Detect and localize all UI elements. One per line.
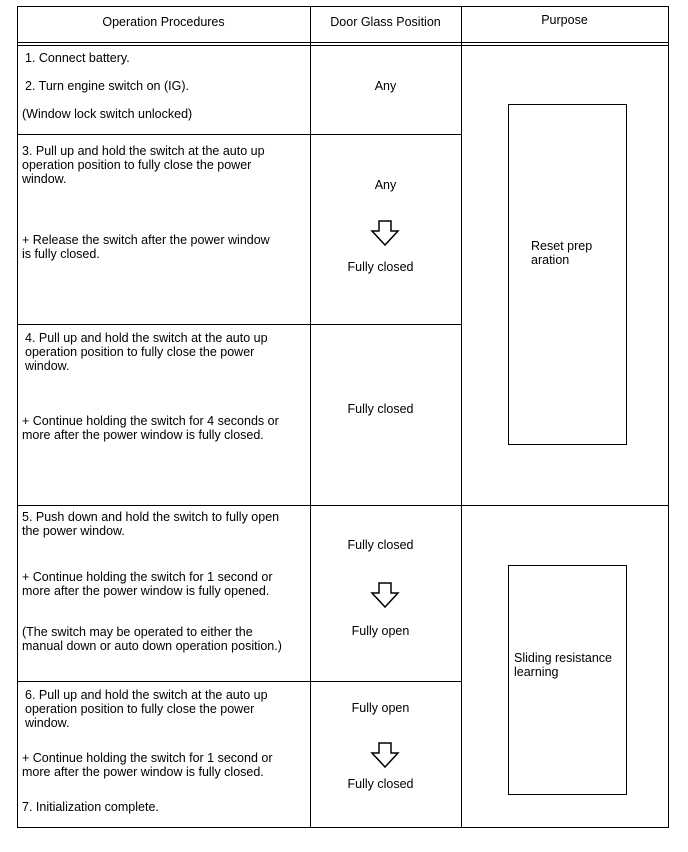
row-divider-3: [17, 505, 669, 506]
position-row-2-top: Any: [374, 178, 397, 192]
position-row-4-top: Fully closed: [347, 538, 414, 552]
step-4-line-2: operation position to fully close the power: [25, 345, 255, 359]
header-door-glass-position: Door Glass Position: [330, 15, 441, 29]
position-row-3: Fully closed: [347, 402, 414, 416]
position-row-5-bottom: Fully closed: [347, 777, 414, 791]
step-5-line-1: 5. Push down and hold the switch to fully open: [22, 510, 280, 524]
step-4-plus-line-1: + Continue holding the switch for 4 seconds or: [22, 414, 279, 428]
table-border-bottom: [17, 827, 669, 828]
position-row-5-top: Fully open: [351, 701, 410, 715]
down-arrow-icon: [370, 220, 400, 246]
purpose-box-reset-preparation: [508, 104, 627, 445]
step-4-plus-line-2: more after the power window is fully closed.: [22, 428, 264, 442]
step-6-plus-line-2: more after the power window is fully closed.: [22, 765, 264, 779]
step-3-plus-line-1: + Release the switch after the power window: [22, 233, 270, 247]
step-3-line-3: window.: [22, 172, 67, 186]
step-3-line-1: 3. Pull up and hold the switch at the auto up: [22, 144, 265, 158]
step-3-plus-line-2: is fully closed.: [22, 247, 100, 261]
purpose-box-sliding-resistance-learning: [508, 565, 627, 795]
header-divider-2: [17, 45, 669, 46]
step-5-note-line-2: manual down or auto down operation position.): [22, 639, 282, 653]
step-6-line-1: 6. Pull up and hold the switch at the auto up: [25, 688, 268, 702]
step-5-line-2: the power window.: [22, 524, 125, 538]
step-2-note: (Window lock switch unlocked): [22, 107, 193, 121]
table-border-right: [668, 6, 669, 828]
step-5-plus-line-1: + Continue holding the switch for 1 second or: [22, 570, 273, 584]
header-operation-procedures: Operation Procedures: [102, 15, 225, 29]
step-7: 7. Initialization complete.: [22, 800, 159, 814]
step-1: 1. Connect battery.: [25, 51, 130, 65]
step-4-line-1: 4. Pull up and hold the switch at the auto up: [25, 331, 268, 345]
step-6-line-3: window.: [25, 716, 70, 730]
step-2: 2. Turn engine switch on (IG).: [25, 79, 189, 93]
row-divider-1: [17, 134, 461, 135]
purpose-learning-line-2: learning: [514, 665, 559, 679]
row-divider-2: [17, 324, 461, 325]
purpose-reset-line-2: aration: [531, 253, 570, 267]
step-4-line-3: window.: [25, 359, 70, 373]
row-divider-4: [17, 681, 461, 682]
header-purpose: Purpose: [541, 13, 588, 27]
step-6-plus-line-1: + Continue holding the switch for 1 second or: [22, 751, 273, 765]
header-divider: [17, 42, 669, 43]
step-6-line-2: operation position to fully close the power: [25, 702, 255, 716]
position-row-1: Any: [374, 79, 397, 93]
step-3-line-2: operation position to fully close the power: [22, 158, 252, 172]
table-border-top: [17, 6, 669, 7]
position-row-4-bottom: Fully open: [351, 624, 410, 638]
step-5-note-line-1: (The switch may be operated to either the: [22, 625, 253, 639]
position-row-2-bottom: Fully closed: [347, 260, 414, 274]
col-divider-2: [461, 6, 462, 828]
down-arrow-icon: [370, 742, 400, 768]
table-border-left: [17, 6, 18, 828]
purpose-reset-line-1: Reset prep: [531, 239, 593, 253]
down-arrow-icon: [370, 582, 400, 608]
step-5-plus-line-2: more after the power window is fully opened.: [22, 584, 270, 598]
purpose-learning-line-1: Sliding resistance: [514, 651, 612, 665]
